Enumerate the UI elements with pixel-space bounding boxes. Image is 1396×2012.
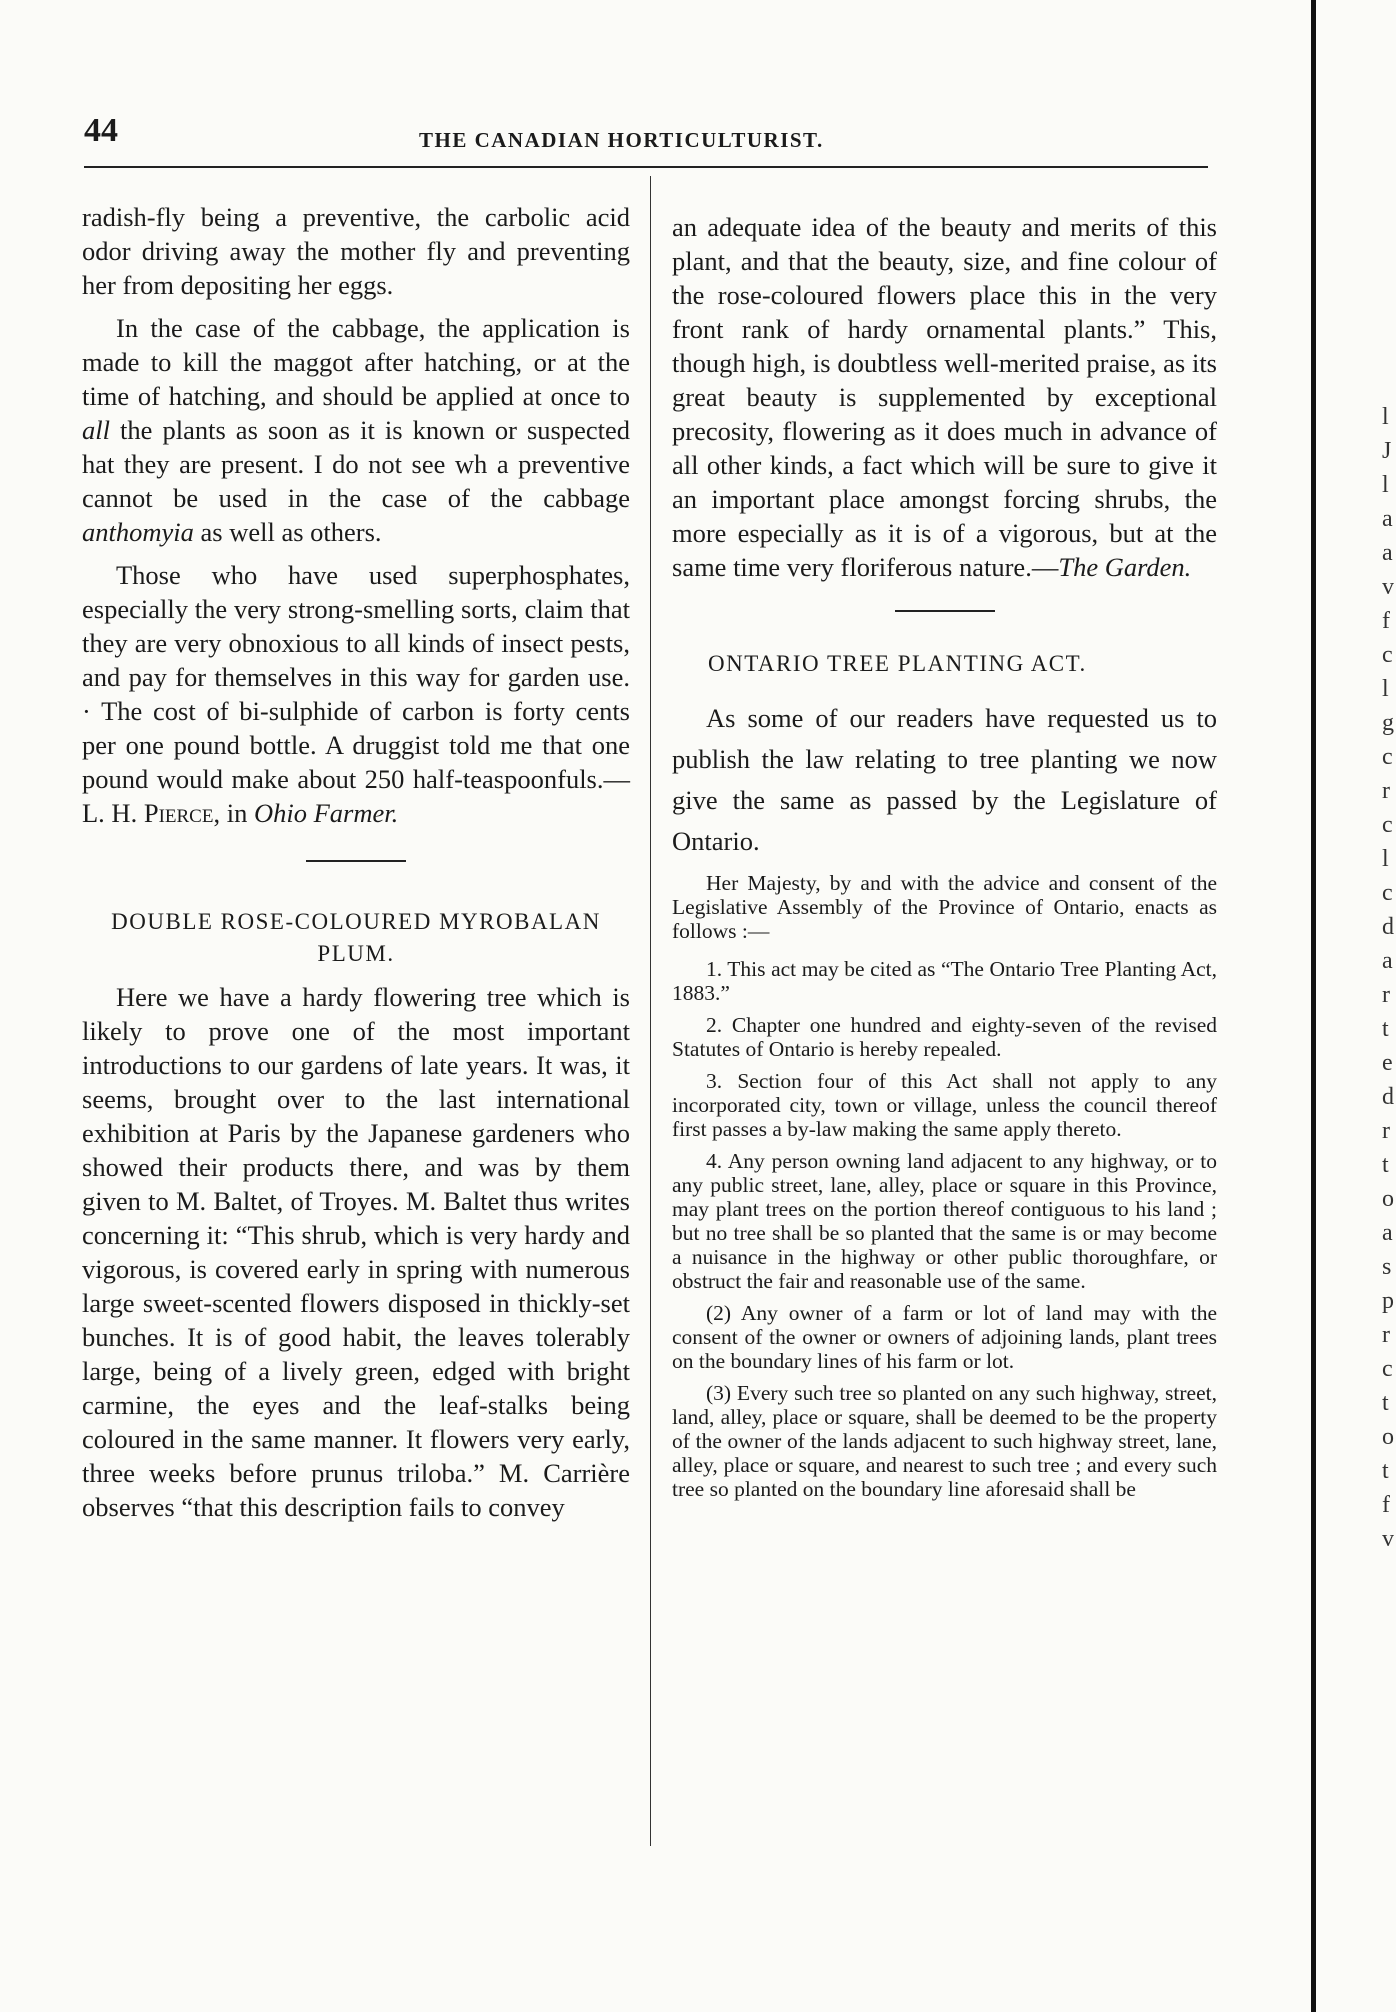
statute-section-4-2: (2) Any owner of a farm or lot of land may with the consent of the owner or owners of adjoining lands, plant trees on the boundary lines of his farm or lot. bbox=[672, 1301, 1217, 1373]
paragraph-continuation: radish-fly being a preventive, the carbolic acid odor driving away the mother fly and preventing her from depositing her eggs. bbox=[82, 202, 630, 300]
statute-section-1: 1. This act may be cited as “The Ontario Tree Planting Act, 1883.” bbox=[672, 957, 1217, 1005]
facing-page-fragments: l J l a a v f c l g c r c l c d a r t e d r t o a s p r c t o t f v bbox=[1382, 404, 1394, 1552]
statute-section-3: 3. Section four of this Act shall not apply to any incorporated city, town or village, unless the council thereof first passes a by-law making the same apply thereto. bbox=[672, 1069, 1217, 1141]
page-number: 44 bbox=[84, 112, 118, 149]
paragraph-superphosphates bbox=[82, 558, 630, 830]
section-divider bbox=[306, 860, 406, 862]
text-run: Those who have used superphosphates, especially the very strong-smelling sorts, claim that they are very obnoxious to all kinds of insect pests, and pay for themselves in this way for garden use. · The cost of bi-sulphide of carbon is forty cents per one pound bottle. A druggist told me that one pound would make about 250 half-teaspoonfuls.—L. H. bbox=[82, 560, 630, 828]
author-name: Pierce bbox=[143, 798, 214, 828]
paragraph-myrobalan: Here we have a hardy flowering tree which is likely to prove one of the most important introductions to our gardens of late years. It was, it seems, brought over to the last international exhibition at Paris by the Japanese gardeners who showed their products there, and was by them given to M. Baltet, of Troyes. M. Baltet thus writes concerning it: “This shrub, which is very hardy and vigorous, is covered early in spring with numerous large sweet-scented flowers disposed in thickly-set bunches. It is of good habit, the leaves tolerably large, being of a lively green, edged with bright carmine, the eyes and the leaf-stalks being coloured in the same manner. It flowers very early, three weeks before prunus triloba.” M. Carrière observes “that this description fails to convey bbox=[82, 982, 630, 1522]
running-title: THE CANADIAN HORTICULTURIST. bbox=[419, 128, 824, 152]
text-run: In the case of the cabbage, the application is made to kill the maggot after hatching, or at the time of hatching, and should be applied at once to bbox=[82, 313, 630, 411]
section-divider bbox=[895, 610, 995, 612]
section-heading-tree-act: ONTARIO TREE PLANTING ACT. bbox=[708, 651, 1087, 676]
statute-section-4: 4. Any person owning land adjacent to any highway, or to any public street, lane, alley, place or square in this Province, may plant trees on the portion thereof contiguous to his land ; but no tree shall be so planted that the same is or may become a nuisance in the highway or other public thoroughfare, or obstruct the fair and reasonable use of the same. bbox=[672, 1149, 1217, 1293]
paragraph-cabbage bbox=[82, 311, 630, 549]
text-run: as well as others. bbox=[193, 517, 382, 547]
paragraph-continuation bbox=[672, 210, 1217, 584]
left-column bbox=[82, 190, 630, 1533]
section-heading-myrobalan: DOUBLE ROSE-COLOURED MYROBALAN PLUM. bbox=[111, 909, 601, 966]
source-name: Ohio Farmer. bbox=[253, 798, 399, 828]
right-column bbox=[672, 190, 1217, 1509]
statute-section-4-3: (3) Every such tree so planted on any such highway, street, land, alley, place or square, shall be deemed to be the property of the owner of the lands adjacent to such highway street, lane, alley, place or square, and nearest to such tree ; and every such tree so planted on the boundary line aforesaid shall be bbox=[672, 1381, 1217, 1501]
statute-enacting-clause: Her Majesty, by and with the advice and consent of the Legislative Assembly of the Province of Ontario, enacts as follows :— bbox=[672, 871, 1217, 943]
text-run: , in bbox=[213, 798, 254, 828]
text-run: the plants as soon as it is known or suspected hat they are present. I do not see wh a preventive cannot be used in the case of the cabbage bbox=[82, 415, 630, 513]
emphasis: all bbox=[82, 415, 110, 445]
text-run: an adequate idea of the beauty and merits of this plant, and that the beauty, size, and fine colour of the rose-coloured flowers place this in the very front rank of hardy ornamental plants.” This, though high, is doubtless well-merited praise, as its great beauty is supplemented by exceptional precosity, flowering as it does much in advance of all other kinds, a fact which will be sure to give it an important place amongst forcing shrubs, the more especially as it is of a vigorous, but at the same time very floriferous nature.— bbox=[672, 212, 1217, 582]
statute-section-2: 2. Chapter one hundred and eighty-seven of the revised Statutes of Ontario is hereby repealed. bbox=[672, 1013, 1217, 1061]
facing-page-edge bbox=[1311, 0, 1316, 2012]
species-name: anthomyia bbox=[82, 517, 194, 547]
page-header bbox=[84, 112, 1208, 158]
paragraph-intro: As some of our readers have requested us to publish the law relating to tree planting we now give the same as passed by the Legislature of Ontario. bbox=[672, 703, 1217, 856]
column-divider bbox=[650, 176, 651, 1846]
header-rule bbox=[84, 166, 1208, 168]
source-name: The Garden. bbox=[1058, 552, 1192, 582]
